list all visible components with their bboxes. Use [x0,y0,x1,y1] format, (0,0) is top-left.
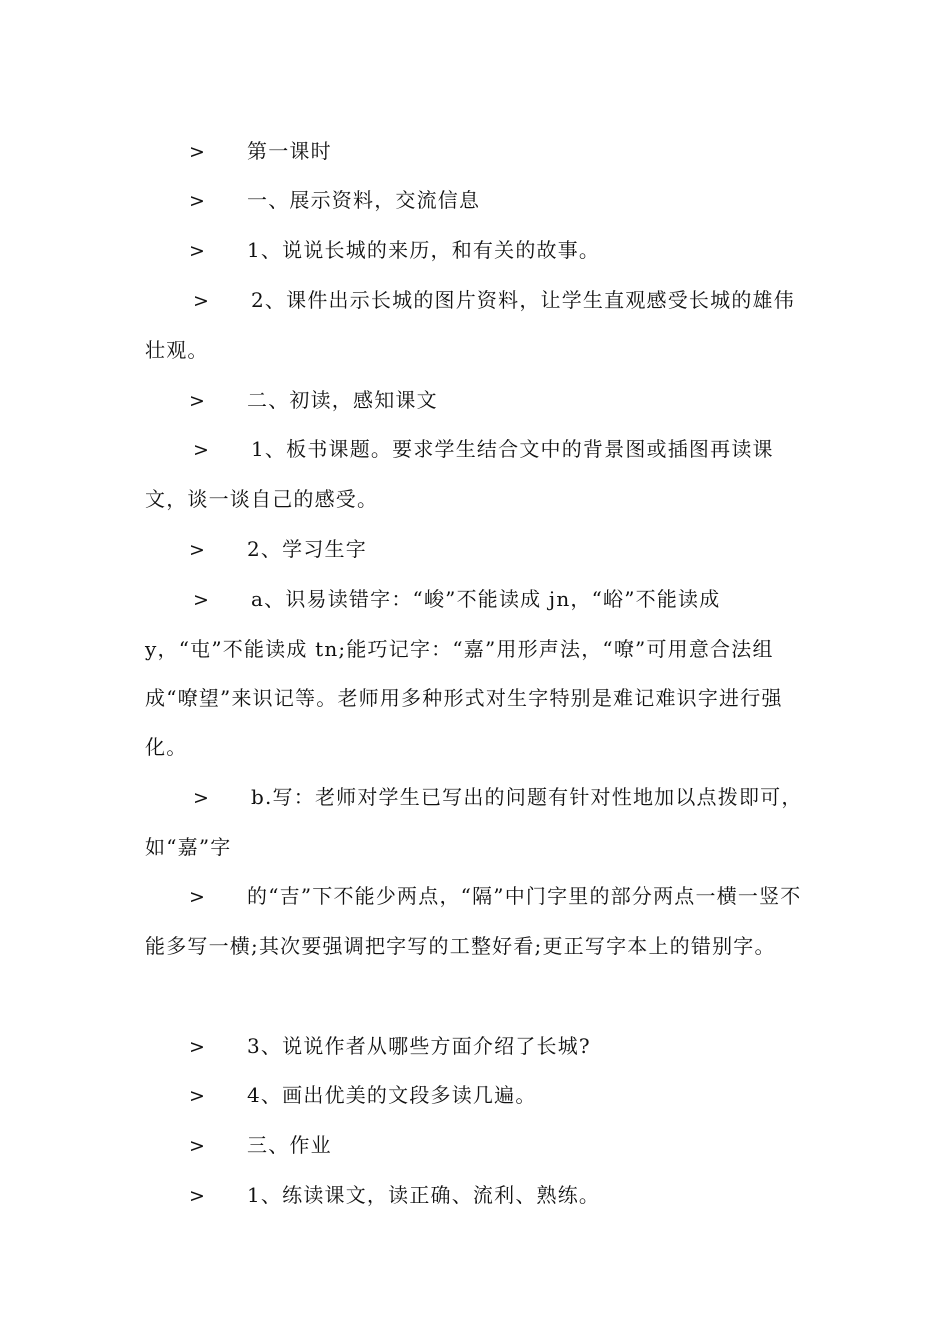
paragraph-item [145,525,810,575]
paragraph-item [145,226,810,276]
paragraph-section-two [145,376,810,426]
paragraph-text: 一、展示资料，交流信息 [247,188,481,212]
paragraph-text: 2、学习生字 [247,537,367,561]
paragraph-text: 1、说说长城的来历，和有关的故事。 [247,238,601,262]
paragraph-item [145,575,810,772]
paragraph-text: 第一课时 [247,139,332,163]
bullet-arrow-icon: > [193,290,211,312]
paragraph-text: 4、画出优美的文段多读几遍。 [247,1083,537,1107]
bullet-arrow-icon: > [193,439,211,461]
paragraph-text: 2、课件出示长城的图片资料，让学生直观感受长城的雄伟壮观。 [145,288,795,362]
paragraph-item [145,276,810,375]
paragraph-text: 的“吉”下不能少两点，“隔”中门字里的部分两点一横一竖不能多写一横;其次要强调把字写的工整好看;更正写字本上的错别字。 [145,884,802,958]
bullet-arrow-icon: > [189,886,207,908]
paragraph-lesson-title [145,127,810,177]
bullet-arrow-icon: > [189,141,207,163]
bullet-arrow-icon: > [189,539,207,561]
paragraph-text: 3、说说作者从哪些方面介绍了长城? [247,1034,591,1058]
paragraph-item [145,872,810,971]
paragraph-text: 三、作业 [247,1133,332,1157]
paragraph-item [145,1071,810,1121]
paragraph-text: 二、初读，感知课文 [247,388,438,412]
paragraph-item [145,1022,810,1072]
bullet-arrow-icon: > [189,1185,207,1207]
bullet-arrow-icon: > [189,240,207,262]
paragraph-item [145,1171,810,1221]
paragraph-text: 1、板书课题。要求学生结合文中的背景图或插图再读课文，谈一谈自己的感受。 [145,437,774,511]
paragraph-text: b.写：老师对学生已写出的问题有针对性地加以点拨即可，如“嘉”字 [145,785,803,859]
bullet-arrow-icon: > [189,190,207,212]
bullet-arrow-icon: > [189,1135,207,1157]
paragraph-item [145,425,810,524]
bullet-arrow-icon: > [189,1036,207,1058]
paragraph-section-three [145,1121,810,1171]
bullet-arrow-icon: > [193,787,211,809]
bullet-arrow-icon: > [189,1085,207,1107]
paragraph-item [145,773,810,872]
bullet-arrow-icon: > [193,589,211,611]
paragraph-section-one [145,176,810,226]
paragraph-text: 1、练读课文，读正确、流利、熟练。 [247,1183,601,1207]
paragraph-text: a、识易读错字：“峻”不能读成 jn，“峪”不能读成 y，“屯”不能读成 tn;能巧记字：“嘉”用形声法，“嘹”可用意合法组成“嘹望”来识记等。老师用多种形式对生字特别是难记难识字进行强化。 [145,587,783,759]
bullet-arrow-icon: > [189,390,207,412]
